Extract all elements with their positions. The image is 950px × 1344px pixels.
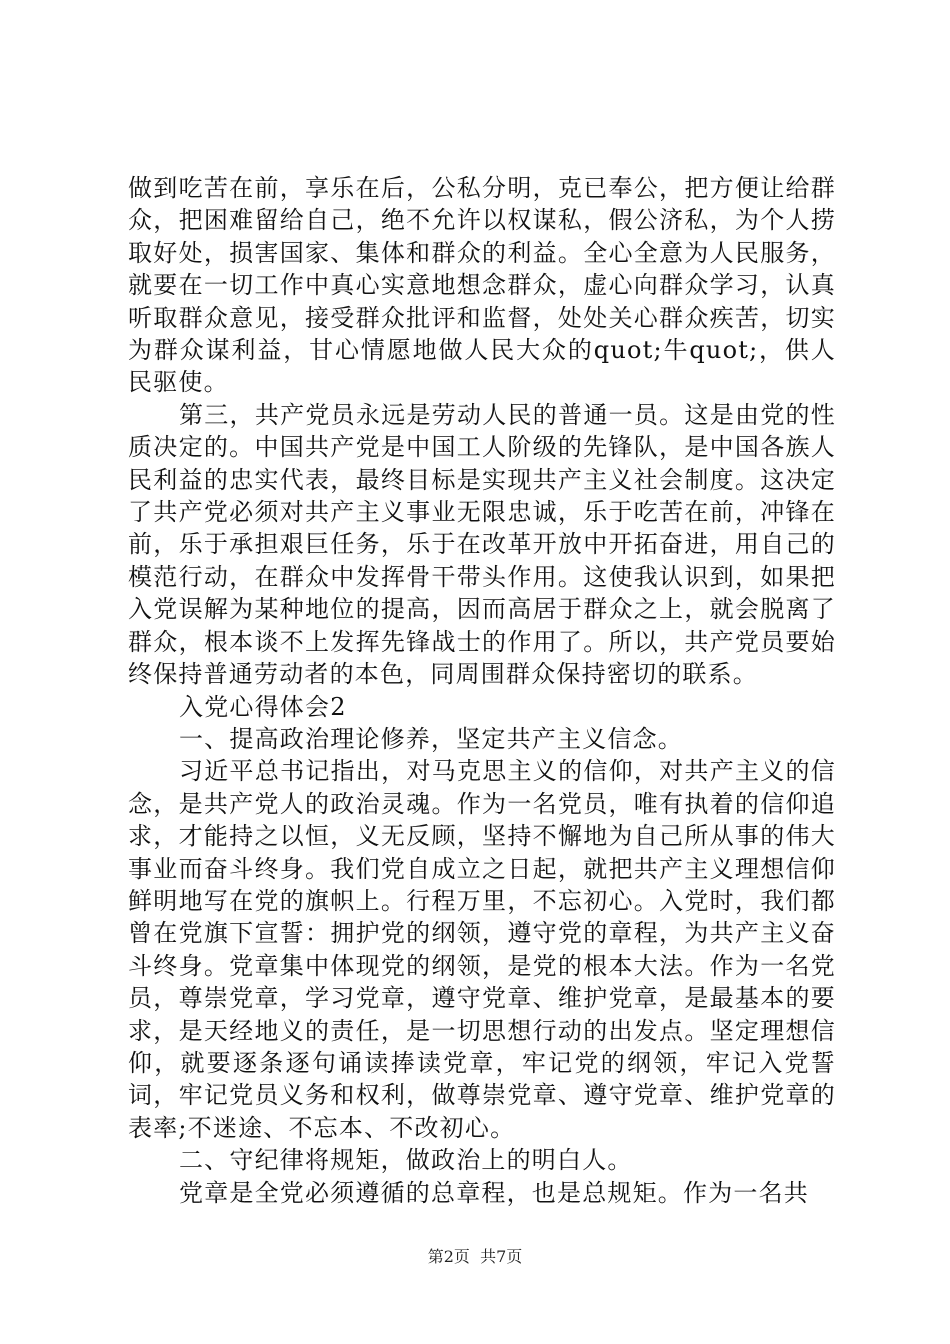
page-number: 第2页 bbox=[427, 1247, 470, 1266]
section-title: 入党心得体会2 bbox=[179, 692, 347, 721]
paragraph-1: 做到吃苦在前，享乐在后，公私分明，克已奉公，把方便让给群众，把困难留给自己，绝不允许以权谋私，假公济私，为个人捞取好处，损害国家、集体和群众的利益。全心全意为人民服务，就要在一切工作中真心实意地想念群众，虚心向群众学习，认真听取群众意见，接受群众批评和监督，处处关心群众疾苦，切实为群众谋利益，甘心情愿地做人民大众的quot;牛quot;，供人民驱使。 bbox=[128, 174, 836, 397]
total-pages: 共7页 bbox=[480, 1247, 523, 1266]
page-footer bbox=[0, 1244, 950, 1267]
paragraph-2: 第三，共产党员永远是劳动人民的普通一员。这是由党的性质决定的。中国共产党是中国工人阶级的先锋队，是中国各族人民利益的忠实代表，最终目标是实现共产主义社会制度。这决定了共产党必须对共产主义事业无限忠诚，乐于吃苦在前，冲锋在前，乐于承担艰巨任务，乐于在改革开放中开拓奋进，用自己的模范行动，在群众中发挥骨干带头作用。这使我认识到，如果把入党误解为某种地位的提高，因而高居于群众之上，就会脱离了群众，根本谈不上发挥先锋战士的作用了。所以，共产党员要始终保持普通劳动者的本色，同周围群众保持密切的联系。 bbox=[128, 400, 836, 689]
heading-2: 二、守纪律将规矩，做政治上的明白人。 bbox=[179, 1146, 633, 1175]
paragraph-4: 党章是全党必须遵循的总章程，也是总规矩。作为一名共 bbox=[179, 1178, 809, 1207]
heading-1: 一、提高政治理论修养，坚定共产主义信念。 bbox=[179, 724, 683, 753]
paragraph-3: 习近平总书记指出，对马克思主义的信仰，对共产主义的信念，是共产党人的政治灵魂。作为一名党员，唯有执着的信仰追求，才能持之以恒，义无反顾，坚持不懈地为自己所从事的伟大事业而奋斗终身。我们党自成立之日起，就把共产主义理想信仰鲜明地写在党的旗帜上。行程万里，不忘初心。入党时，我们都曾在党旗下宣誓：拥护党的纲领，遵守党的章程，为共产主义奋斗终身。党章集中体现党的纲领，是党的根本大法。作为一名党员，尊崇党章，学习党章，遵守党章、维护党章，是最基本的要求，是天经地义的责任，是一切思想行动的出发点。坚定理想信仰，就要逐条逐句诵读捧读党章，牢记党的纲领，牢记入党誓词，牢记党员义务和权利，做尊崇党章、遵守党章、维护党章的表率;不迷途、不忘本、不改初心。 bbox=[128, 757, 836, 1142]
document-body bbox=[128, 172, 836, 1209]
